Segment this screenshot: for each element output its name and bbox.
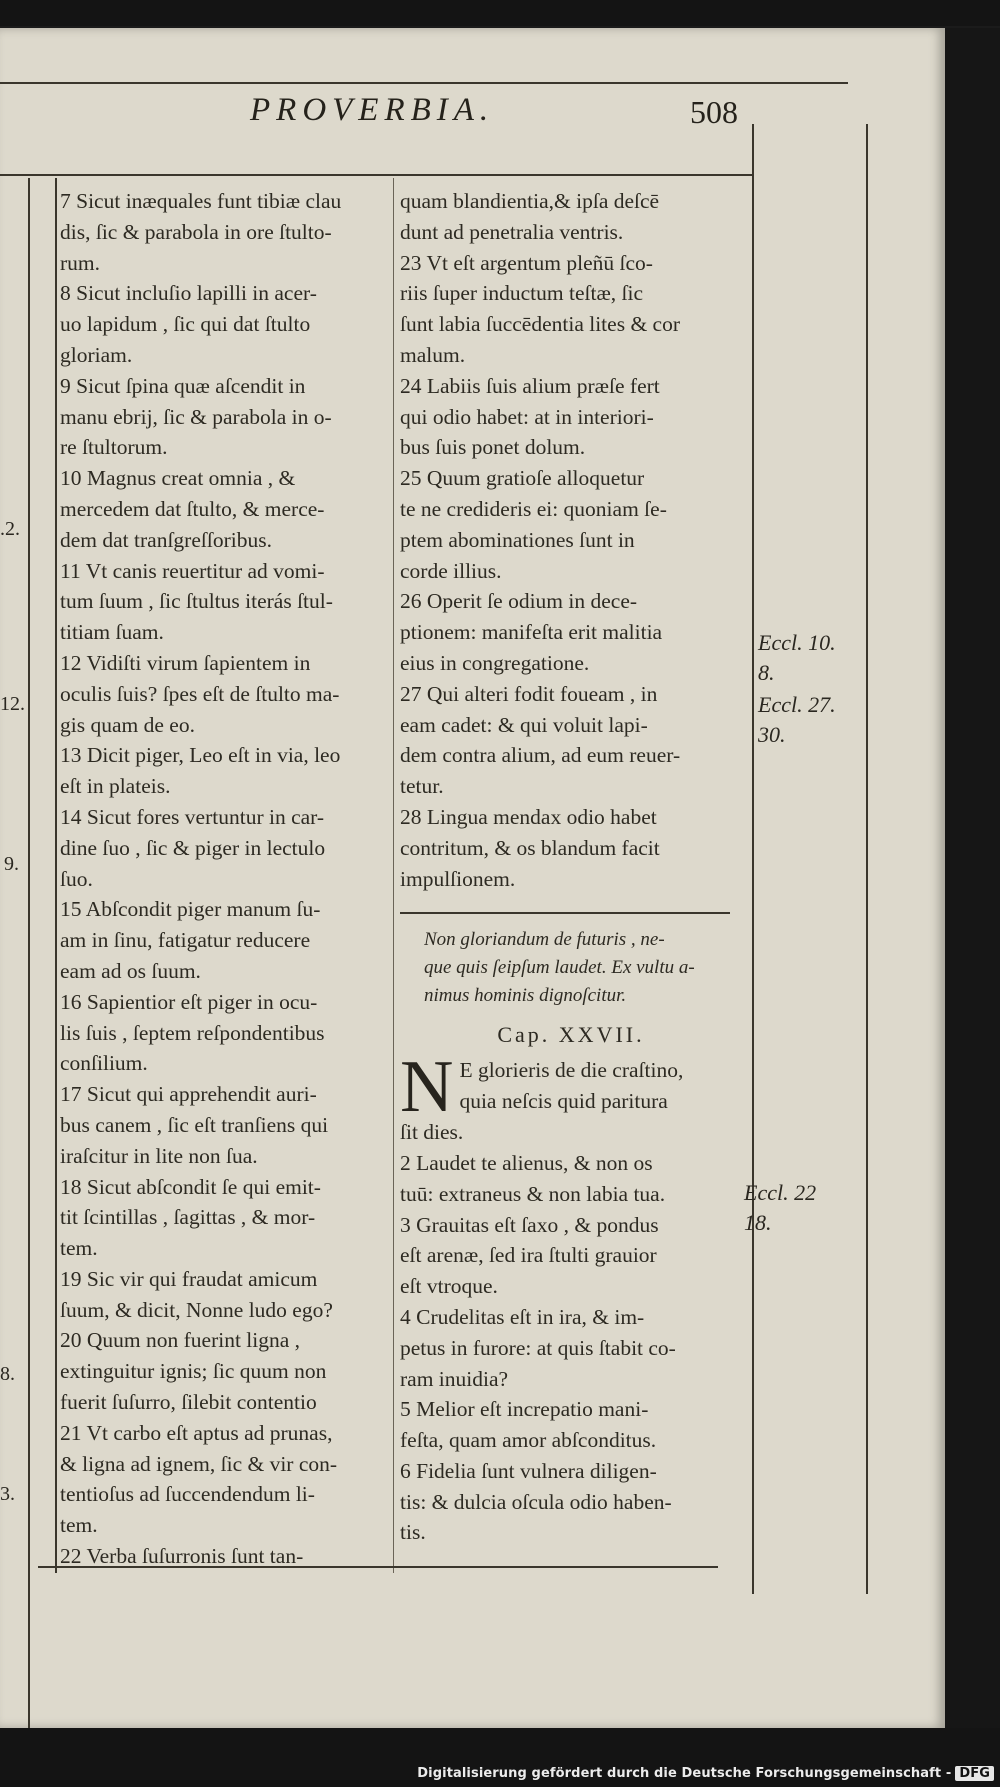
text-line: re ſtultorum. [60, 435, 168, 460]
text-line: tem. [60, 1236, 98, 1261]
text-line: 17 Sicut qui apprehendit auri- [60, 1082, 317, 1107]
text-line: & ligna ad ignem, ſic & vir con- [60, 1451, 338, 1476]
text-line: 28 Lingua mendax odio habet [400, 804, 657, 829]
text-line: dine ſuo , ſic & piger in lectulo [60, 835, 326, 860]
book-page [0, 28, 945, 1728]
text-line: quam blandientia,& ipſa deſcē [400, 189, 660, 213]
text-line: malum. [400, 342, 466, 367]
digitization-credit [417, 1766, 994, 1781]
margin-note-line: Eccl. 10. [758, 630, 836, 655]
left-edge-mark: .2. [0, 518, 20, 540]
text-line: tit ſcintillas , ſagittas , & mor- [60, 1205, 316, 1230]
text-line: corde illius. [400, 558, 502, 583]
credit-text: Digitalisierung gefördert durch die Deutsche Forschungsgemeinschaft - [417, 1766, 952, 1781]
text-line: 25 Quum gratioſe alloquetur [400, 466, 645, 491]
left-column-rule [55, 178, 57, 1573]
right-column-rule [752, 124, 754, 1594]
text-line: am in ſinu, fatigatur reducere [60, 928, 311, 953]
section-divider [400, 912, 730, 914]
header-rule [0, 82, 848, 84]
column-divider [393, 178, 394, 1573]
text-line: eſt vtroque. [400, 1274, 498, 1299]
scan-right-border [945, 28, 1000, 1728]
text-line: lis ſuis , ſeptem reſpondentibus [60, 1020, 325, 1045]
text-line: te ne credideris ei: quoniam ſe- [400, 496, 667, 521]
text-line: bus canem , ſic eſt tranſiens qui [60, 1112, 329, 1137]
summary-line: que quis ſeipſum laudet. Ex vultu a- [424, 957, 695, 979]
margin-note-line: 30. [758, 722, 786, 747]
margin-note-line: 8. [758, 660, 775, 685]
left-text-column [60, 186, 378, 1572]
text-line: oculis ſuis? ſpes eſt de ſtulto ma- [60, 681, 340, 706]
text-line: 2 Laudet te alienus, & non os [400, 1150, 653, 1175]
margin-note-eccl-27 [758, 690, 836, 750]
column-top-rule [0, 174, 752, 176]
text-line: fuerit ſuſurro, ſilebit contentio [60, 1390, 317, 1415]
margin-note-line: 18. [744, 1210, 772, 1235]
text-line: 20 Quum non fuerint ligna , [60, 1328, 301, 1353]
text-line: feſta, quam amor abſconditus. [400, 1428, 657, 1453]
text-line: mercedem dat ſtulto, & merce- [60, 496, 325, 521]
text-line: gloriam. [60, 342, 133, 367]
text-line: ptionem: manifeſta erit malitia [400, 620, 663, 645]
text-line: dunt ad penetralia ventris. [400, 219, 624, 244]
text-line: quia neſcis quid pariturа [459, 1088, 668, 1113]
left-border-rule [28, 178, 30, 1728]
text-line: eam cadet: & qui voluit lapi- [400, 712, 648, 737]
text-line: tetur. [400, 774, 444, 799]
margin-note-line: Eccl. 22 [744, 1180, 817, 1205]
text-line: 21 Vt carbo eſt aptus ad prunas, [60, 1420, 333, 1445]
left-edge-mark: 9. [4, 853, 19, 875]
text-line: 6 Fideliа ſunt vulnera diligen- [400, 1458, 657, 1483]
text-line: gis quam de eo. [60, 712, 195, 737]
text-line: rum. [60, 250, 101, 275]
text-line: bus ſuis ponet dolum. [400, 435, 586, 460]
dfg-logo: DFG [955, 1766, 994, 1781]
chapter-summary [400, 926, 742, 1010]
text-line: conſilium. [60, 1051, 148, 1076]
text-line: dem contra alium, ad eum reuer- [400, 743, 681, 768]
text-line: tentioſus ad ſuccendendum li- [60, 1482, 315, 1507]
right-text-column [400, 186, 742, 1548]
text-line: 5 Melior eſt increpatio mani- [400, 1397, 649, 1422]
text-line: tum ſuum , ſic ſtultus iterás ſtul- [60, 589, 333, 614]
text-line: E glorieris de die craſtino, [459, 1058, 684, 1083]
text-line: ram inuidia? [400, 1366, 509, 1391]
left-edge-mark: 8. [0, 1363, 15, 1385]
text-line: dis, ſic & parabola in ore ſtulto- [60, 219, 332, 244]
text-line: ſuo. [60, 866, 93, 891]
margin-note-eccl-10 [758, 628, 836, 688]
text-line: qui odio habet: at in interiori- [400, 404, 654, 429]
text-line: 13 Dicit piger, Leo eſt in via, leo [60, 743, 341, 768]
text-line: iraſcitur in lite non ſua. [60, 1143, 258, 1168]
margin-note-eccl-22 [744, 1178, 816, 1238]
text-line: ptem abominationes ſunt in [400, 527, 635, 552]
text-line: titiam ſuam. [60, 620, 164, 645]
text-line: 7 Sicut inæquales funt tibiæ clau [60, 189, 342, 213]
text-line: ſuum, & dicit, Nonne ludo ego? [60, 1297, 333, 1322]
summary-line: nimus hominis dignoſcitur. [424, 985, 627, 1007]
drop-cap: N [400, 1046, 454, 1129]
text-line: 4 Crudelitas eſt in ira, & im- [400, 1304, 645, 1329]
text-line: tis. [400, 1520, 426, 1545]
text-line: 27 Qui alteri fodit foueam , in [400, 681, 658, 706]
outer-margin-rule [866, 124, 868, 1594]
text-line: 14 Sicut fores vertuntur in car- [60, 804, 325, 829]
running-head: PROVERBIA. [250, 92, 495, 128]
text-line: 26 Operit ſe odium in dece- [400, 589, 638, 614]
left-edge-mark: 3. [0, 1483, 15, 1505]
summary-line: Non gloriandum de futuris , ne- [424, 929, 665, 951]
text-line: 8 Sicut incluſio lapilli in acer- [60, 281, 317, 306]
text-line: 19 Sic vir qui fraudat amicum [60, 1266, 318, 1291]
text-line: contritum, & os blandum facit [400, 835, 660, 860]
text-line: extinguitur ignis; ſic quum non [60, 1359, 327, 1384]
text-line: ſunt labia ſuccēdentia lites & cor [400, 312, 680, 337]
text-line: 16 Sapientior eſt piger in ocu- [60, 989, 318, 1014]
text-line: eſt arenæ, ſed ira ſtulti grauior [400, 1243, 657, 1268]
text-line: tuū: extraneus & non labia tua. [400, 1181, 666, 1206]
text-line: impulſionem. [400, 866, 516, 891]
text-line: tis: & dulcia oſcula odio haben- [400, 1489, 672, 1514]
text-line: eam ad os ſuum. [60, 958, 201, 983]
chapter-body [400, 1046, 742, 1548]
text-line: 10 Magnus creat omnia , & [60, 466, 296, 491]
left-edge-mark: 12. [0, 693, 25, 715]
text-line: petus in furore: at quis ſtabit co- [400, 1335, 676, 1360]
text-line: eius in congregatione. [400, 650, 590, 675]
chapter-heading: Cap. XXVII. [497, 1022, 645, 1048]
page-number: 508 [690, 94, 738, 130]
text-line: tem. [60, 1513, 98, 1538]
text-line: 24 Labiis ſuis alium præſe fert [400, 373, 660, 398]
text-line: dem dat tranſgreſſoribus. [60, 527, 272, 552]
text-line: 22 Verba ſuſurronis ſunt tan- [60, 1544, 304, 1569]
text-line: 23 Vt eſt argentum pleñū ſco- [400, 250, 653, 275]
text-line: eſt in plateis. [60, 774, 171, 799]
text-line: 18 Sicut abſcondit ſe qui emit- [60, 1174, 321, 1199]
text-line: manu ebrij, ſic & parabola in o- [60, 404, 332, 429]
text-line: uo lapidum , ſic qui dat ſtulto [60, 312, 311, 337]
text-line: 11 Vt canis reuertitur ad vomi- [60, 558, 325, 583]
text-line: riis ſuper inductum teſtæ, ſic [400, 281, 644, 306]
margin-note-line: Eccl. 27. [758, 692, 836, 717]
scan-bottom-border [0, 1728, 1000, 1787]
text-line: 15 Abſcondit piger manum ſu- [60, 897, 321, 922]
scan-top-border [0, 0, 1000, 26]
text-line: ſit dies. [400, 1120, 464, 1145]
text-line: 12 Vidiſti virum ſapientem in [60, 650, 311, 675]
text-line: 3 Grauitas eſt ſaxo , & pondus [400, 1212, 659, 1237]
text-line: 9 Sicut ſpina quæ aſcendit in [60, 373, 306, 398]
